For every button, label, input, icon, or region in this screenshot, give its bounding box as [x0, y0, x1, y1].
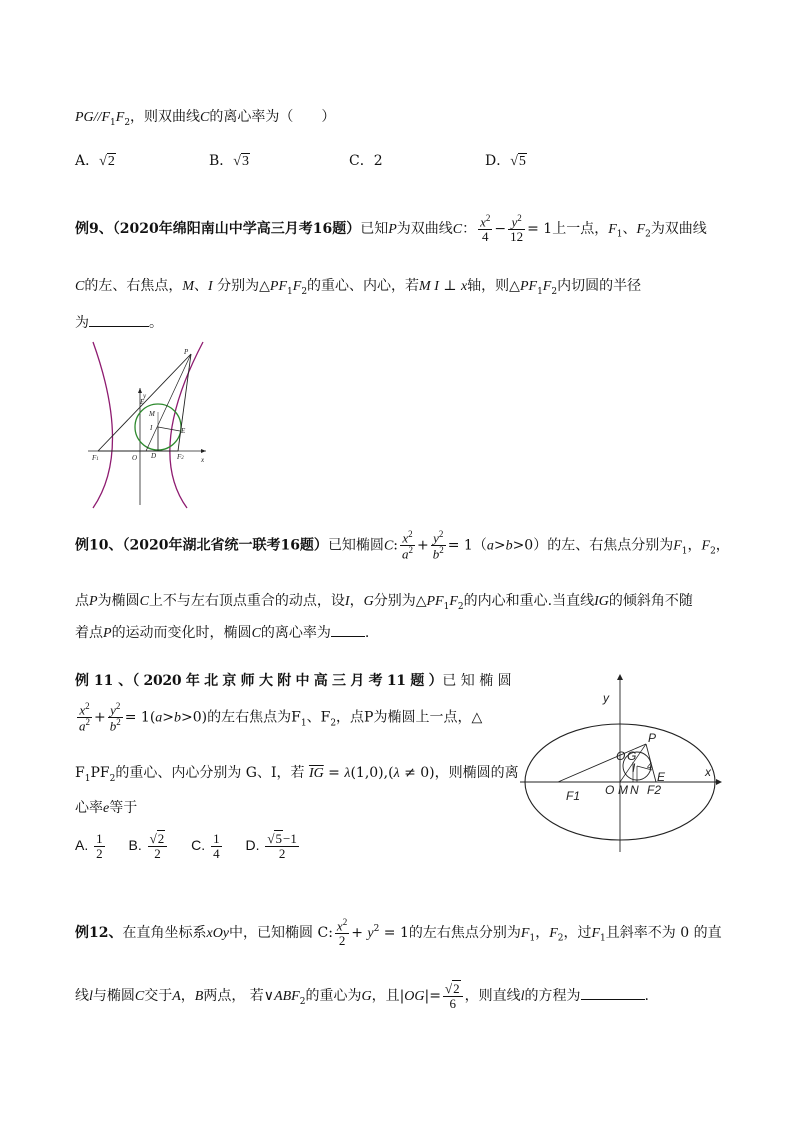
option-c: C．2 — [349, 153, 383, 169]
ex10-line1: 例10、（2020年湖北省统一联考16题）已知椭圆C: $\frac{x^2}{a^2}$ + $\frac{y^2}{b^2}$ = 1（a>b>0）的左、右焦点分别为$F_1$，$F_2$， — [75, 529, 730, 562]
label-F1: F1 — [92, 454, 99, 462]
ex11-options — [75, 832, 301, 860]
label-O: O — [132, 454, 138, 462]
ex9-line1: 例9、（2020年绵阳南山中学高三月考16题）已知P为双曲线C： $\frac{x^2}{4}$ − $\frac{y^2}{12}$ = 1上一点，$F_1$、$F_2$为双曲线 — [75, 213, 707, 244]
label-x: x — [201, 456, 205, 464]
ex9-hyperbola-figure — [88, 340, 213, 510]
label-y: y — [143, 392, 147, 400]
q8-continuation: $PG//F_1F_2$，则双曲线C的离心率为（ ） — [75, 109, 336, 128]
ex10-source: （2020年湖北省统一联考16题） — [122, 537, 328, 554]
ex10-label: 例10、 — [75, 537, 123, 554]
fig11-label-F2: F2 — [647, 783, 662, 797]
fig11-label-O-top: O — [616, 749, 626, 763]
ex11-line1: 例 11 、（ 2020 年 北 京 师 大 附 中 高 三 月 考 11 题 ）已 知 椭 圆 — [75, 673, 512, 689]
ex11-ellipse-figure — [520, 670, 730, 860]
label-M: M — [149, 410, 155, 418]
ex11-option-d: D. $\frac{√5-1}{2}$ — [245, 831, 297, 861]
fig11-label-x: x — [705, 765, 711, 779]
label-F2: F2 — [177, 453, 184, 461]
ex11-line4: 心率e等于 — [75, 800, 138, 816]
ex9-line3: 为 。 — [75, 315, 163, 331]
ex12-line1: 例12、在直角坐标系xOy中，已知椭圆 C: $\frac{x^2}{2}$ + $y^2 = 1$的左右焦点分别为$F_1$，$F_2$，过$F_1$且斜率不为 0 的直 — [75, 917, 722, 948]
fig11-label-O: O — [605, 783, 615, 797]
option-a: A．√2 — [75, 153, 115, 169]
fig11-label-P: P — [648, 731, 657, 745]
fig11-label-E: E — [657, 770, 666, 784]
fig11-label-N: N — [630, 783, 639, 797]
ex9-source: （2020年绵阳南山中学高三月考16题） — [112, 220, 361, 237]
ex12-line2: 线l与椭圆C交于A，B两点， 若$\vee ABF_2$的重心为G，且|OG|= $\frac{√2}{6}$ ，则直线l的方程为 . — [75, 981, 649, 1011]
ex11-line3: $F_1PF_2$的重心、内心分别为 G、I，若 $\overline{IG} = \lambda(1,0),(\lambda \ne 0)$，则椭圆的离 — [75, 765, 519, 784]
label-I: I — [150, 424, 153, 432]
ex9-label: 例9、 — [75, 220, 113, 237]
fig11-label-M: M — [618, 783, 628, 797]
fig11-label-4: 4 — [647, 761, 653, 771]
ex11-option-b: B. $\frac{√2}{2}$ — [129, 837, 170, 853]
label-E: E — [181, 427, 186, 435]
ex11-line2: $\frac{x^2}{a^2}$ + $\frac{y^2}{b^2}$ = 1(a>b>0)的左右焦点为$F_1$、$F_2$，点P为椭圆上一点，△ — [79, 701, 483, 734]
option-b: B．√3 — [209, 153, 249, 169]
ex11-option-c: C. $\frac{1}{4}$ — [191, 831, 220, 861]
fig11-label-I: I — [632, 761, 636, 775]
label-E2: E — [140, 398, 145, 406]
label-P: P — [184, 348, 189, 356]
fig11-label-F1: F1 — [566, 789, 581, 803]
ex10-line2: 点P为椭圆C上不与左右顶点重合的动点，设I，G分别为$\triangle PF_1F_2$的内心和重心.当直线IG的倾斜角不随 — [75, 593, 693, 612]
ex9-line2: C的左、右焦点，M、I 分别为$\triangle PF_1F_2$的重心、内心，若M I ⊥ x轴，则$\triangle PF_1F_2$内切圆的半径 — [75, 278, 642, 297]
ex11-option-a: A. $\frac{1}{2}$ — [75, 831, 103, 861]
option-d: D．√5 — [485, 153, 526, 169]
label-D: D — [151, 452, 157, 460]
ex12-label: 例12、 — [75, 924, 123, 941]
fig11-label-y: y — [603, 691, 609, 705]
ex10-line3: 着点P的运动而变化时，椭圆C的离心率为 . — [75, 625, 370, 641]
ex11-source: （ 2020 年 北 京 师 大 附 中 高 三 月 考 11 题 ） — [132, 673, 443, 689]
fig11-label-G: G — [627, 749, 637, 763]
ex11-label: 例 11 、 — [75, 673, 133, 689]
